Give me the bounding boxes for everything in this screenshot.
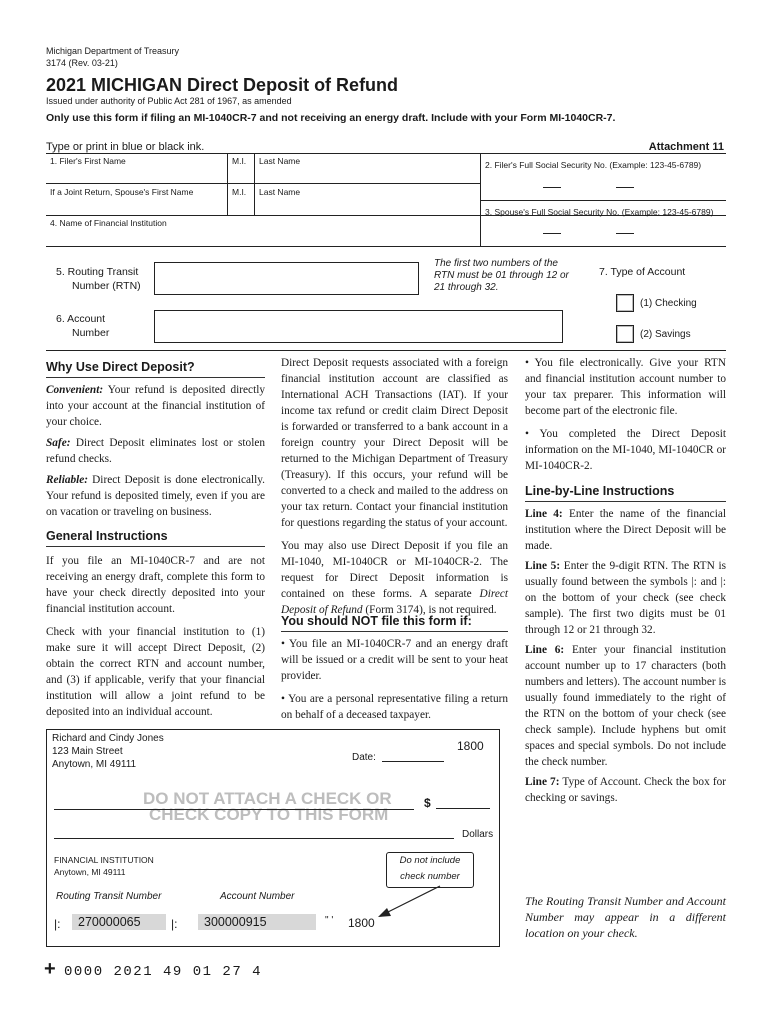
reliable-text: Direct Deposit is done electronically. Your refund is deposited timely, even if you are on vacation or traveling on business.	[46, 474, 265, 518]
filer-last-name-label: Last Name	[259, 156, 301, 166]
account-sample-value: 300000915	[198, 914, 316, 930]
filer-first-name-label: 1. Filer's First Name	[50, 156, 126, 166]
usage-notice: Only use this form if filing an MI-1040CR-7 and not receiving an energy draft. Include with your Form MI-1040CR-7.	[46, 112, 616, 124]
not-file-heading: You should NOT file this form if:	[281, 614, 472, 628]
account-sample-label: Account Number	[220, 891, 295, 902]
spouse-first-name-label: If a Joint Return, Spouse's First Name	[50, 187, 194, 197]
general-heading: General Instructions	[46, 529, 168, 543]
form-scan-code: 0000 2021 49 01 27 4	[64, 964, 263, 980]
rtn-sample-label: Routing Transit Number	[56, 891, 162, 902]
micr-symbol-right: " '	[325, 915, 334, 926]
form-revision: 3174 (Rev. 03-21)	[46, 58, 118, 68]
reliable-label: Reliable:	[46, 474, 89, 486]
spouse-ssn-label: 3. Spouse's Full Social Security No. (Example: 123-45-6789)	[485, 207, 714, 217]
callout-line-2: check number	[400, 871, 460, 882]
safe-text: Direct Deposit eliminates lost or stolen refund checks.	[46, 437, 265, 465]
general-p1: If you file an MI-1040CR-7 and are not receiving an energy draft, complete this form to have your check directly deposited into your financial institution account.	[46, 555, 265, 615]
line5-text: Enter the 9-digit RTN. The RTN is usually found between the symbols |: and |: on the bottom of your check (see check sample). The first two digits must be 01 through 12 or 21 through 32.	[525, 560, 726, 636]
check-owner-name: Richard and Cindy Jones	[52, 733, 164, 744]
not-file-bullet-2: • You are a personal representative filing a return on behalf of a deceased taxpayer.	[281, 693, 508, 721]
check-owner-city: Anytown, MI 49111	[52, 759, 137, 770]
check-number: 1800	[457, 739, 484, 753]
check-owner-street: 123 Main Street	[52, 746, 123, 757]
authority-note: Issued under authority of Public Act 281 of 1967, as amended	[46, 96, 292, 106]
not-file-bullet-1: • You file an MI-1040CR-7 and an energy draft will be issued or a credit will be sent to your heat provider.	[281, 638, 508, 682]
page-title: 2021 MICHIGAN Direct Deposit of Refund	[46, 75, 399, 95]
convenient-text: Your refund is deposited directly into your account at the financial institution of your choice.	[46, 384, 265, 428]
iat-paragraph: Direct Deposit requests associated with a foreign financial institution account are classified as International ACH Transactions (IAT). If your income tax refund or credit claim Direct Deposit is forwarded or transferred to a bank account in a foreign country your Direct Deposit will be returned to the Michigan Department of Treasury (Treasury). If this occurs, your refund will be converted to a check and mailed to the address on your tax return. Contact your financial institution for questions regarding the status of your account.	[281, 357, 508, 529]
dollars-label: Dollars	[462, 829, 494, 840]
scan-plus-mark: +	[44, 958, 56, 980]
line-by-line-heading: Line-by-Line Instructions	[525, 484, 675, 498]
spouse-last-name-label: Last Name	[259, 187, 301, 197]
right-bullet-2: • You completed the Direct Deposit information on the MI-1040, MI-1040CR or MI-1040CR-2.	[525, 428, 726, 472]
checking-label: (1) Checking	[640, 298, 697, 309]
check-date-label: Date:	[352, 752, 376, 763]
financial-institution-label: 4. Name of Financial Institution	[50, 218, 167, 228]
convenient-label: Convenient:	[46, 384, 104, 396]
micr-check-number: 1800	[348, 916, 375, 930]
form-name-italic: Direct Deposit of Refund	[281, 588, 508, 616]
also-use-end: (Form 3174), is not required.	[362, 604, 497, 616]
dollar-sign: $	[424, 796, 431, 810]
ink-note: Type or print in blue or black ink.	[46, 141, 205, 153]
line7-label: Line 7:	[525, 776, 560, 788]
location-footnote: The Routing Transit Number and Account Number may appear in a different location on your check.	[525, 894, 726, 940]
watermark-line-1: DO NOT ATTACH A CHECK OR	[143, 789, 392, 808]
line4-label: Line 4:	[525, 508, 563, 520]
rtn-note: The first two numbers of the RTN must be 01 through 12 or 21 through 32.	[434, 258, 569, 293]
safe-label: Safe:	[46, 437, 71, 449]
rtn-sample-value: 270000065	[72, 914, 166, 930]
line7-text: Type of Account. Check the box for checking or savings.	[525, 776, 726, 804]
line4-text: Enter the name of the financial institution where the Direct Deposit will be made.	[525, 508, 726, 552]
watermark-line-2: CHECK COPY TO THIS FORM	[149, 805, 389, 824]
line5-label: Line 5:	[525, 560, 561, 572]
callout-line-1: Do not include	[399, 855, 461, 866]
attachment-number: Attachment 11	[648, 141, 724, 153]
filer-ssn-label: 2. Filer's Full Social Security No. (Example: 123-45-6789)	[485, 160, 702, 170]
savings-label: (2) Savings	[640, 329, 691, 340]
line6-text: Enter your financial institution account number up to 17 characters (both numbers and letters). The account number is usually found immediately to the right of the RTN on the bottom of your check (see check sample). Include hyphens but omit spaces and special symbols. Do not include the check number.	[525, 644, 726, 768]
line6-label: Line 6:	[525, 644, 565, 656]
department-name: Michigan Department of Treasury	[46, 46, 180, 56]
account-type-label: 7. Type of Account	[599, 266, 686, 278]
micr-symbol-left: |:	[54, 917, 61, 931]
routing-label-line1: 5. Routing Transit	[56, 266, 139, 278]
why-heading: Why Use Direct Deposit?	[46, 360, 195, 374]
filer-mi-label: M.I.	[232, 156, 247, 166]
micr-symbol-mid: |:	[171, 917, 178, 931]
right-bullet-1: • You file electronically. Give your RTN and financial institution account number to your tax preparer. This information will become part of the electronic file.	[525, 357, 726, 417]
check-fi-city: Anytown, MI 49111	[54, 867, 126, 877]
also-use-text: You may also use Direct Deposit if you file an MI-1040, MI-1040CR or MI-1040CR-2. The request for Direct Deposit information is contained on these forms. A separate	[281, 540, 508, 600]
general-p2: Check with your financial institution to (1) make sure it will accept Direct Deposit, (2) obtain the correct RTN and account number, and (3) if applicable, verify that your financial institution will allow a joint refund to be deposited into an individual account.	[46, 626, 265, 718]
spouse-mi-label: M.I.	[232, 187, 247, 197]
routing-label-line2: Number (RTN)	[72, 280, 141, 292]
account-label-line2: Number	[72, 327, 110, 339]
account-label-line1: 6. Account	[56, 313, 106, 325]
check-fi-name: FINANCIAL INSTITUTION	[54, 855, 154, 865]
